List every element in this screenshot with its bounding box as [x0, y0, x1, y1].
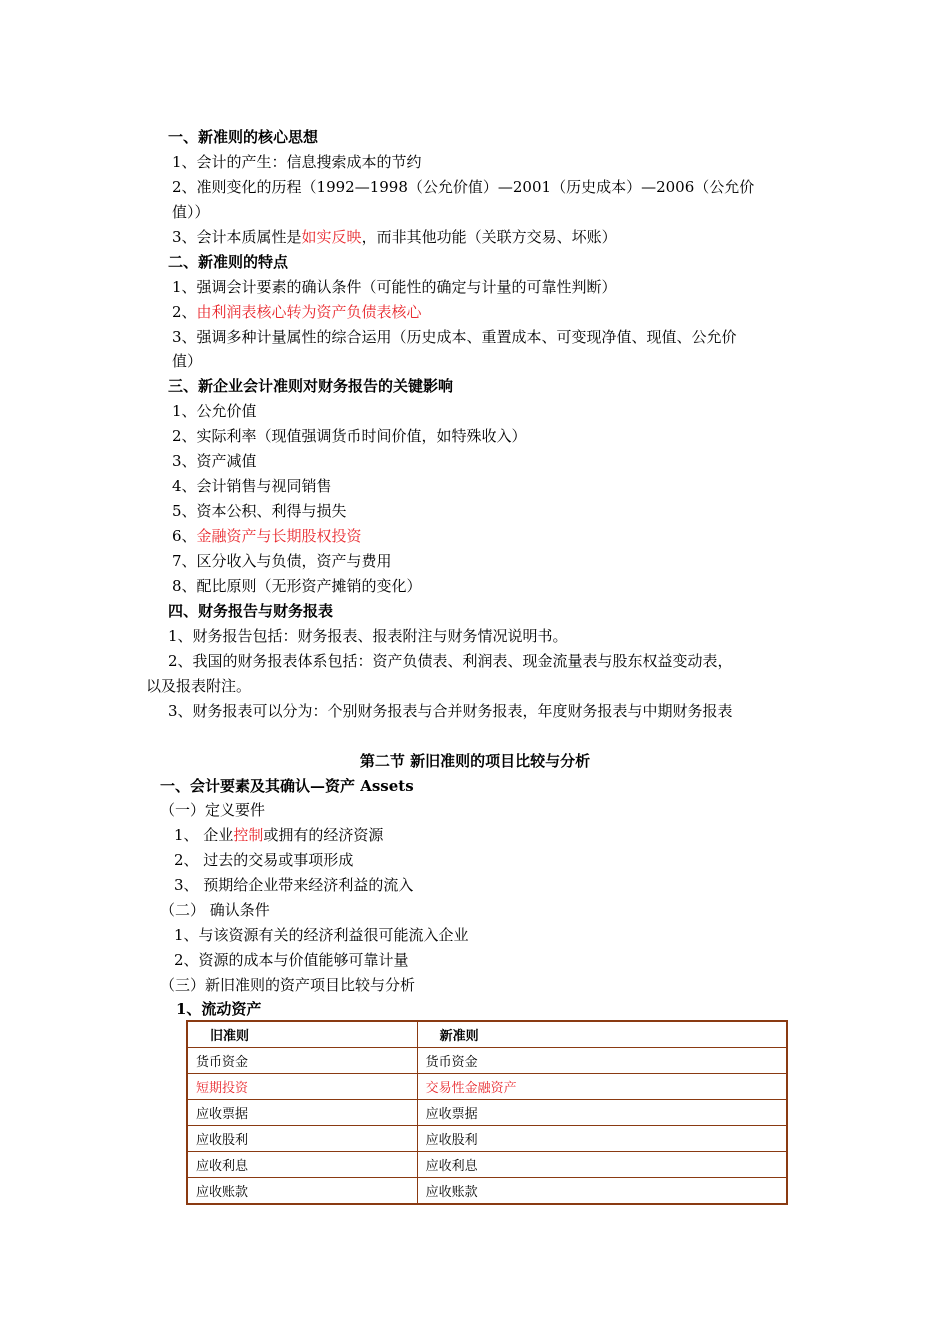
s1-point-3-post: ，而非其他功能（关联方交易、坏账） [361, 228, 617, 246]
table-row [187, 1152, 787, 1178]
cell-new: 交易性金融资产 [417, 1074, 787, 1100]
cell-old: 应收票据 [187, 1100, 417, 1126]
cell-old: 应收股利 [187, 1126, 417, 1152]
definition-1-pre: 1、 企业 [174, 826, 234, 844]
chapter-section-title: 第二节 新旧准则的项目比较与分析 [359, 752, 591, 770]
current-assets-table [186, 1020, 788, 1205]
definition-1 [174, 825, 383, 845]
s3-item-2: 2、实际利率（现值强调货币时间价值，如特殊收入） [172, 427, 527, 445]
s3-item-6-highlight: 金融资产与长期股权投资 [196, 527, 362, 545]
comparison-subheading: （三）新旧准则的资产项目比较与分析 [160, 976, 416, 994]
header-new-standard: 新准则 [417, 1021, 787, 1048]
section-1-heading: 一、新准则的核心思想 [168, 128, 319, 146]
definition-1-highlight: 控制 [233, 826, 264, 844]
definition-2: 2、 过去的交易或事项形成 [174, 851, 354, 869]
cell-new: 货币资金 [417, 1048, 787, 1074]
header-old-standard: 旧准则 [187, 1021, 417, 1048]
s1-point-2-line-1: 2、准则变化的历程（1992—1998（公允价值）—2001（历史成本）—2006（公允价 [172, 178, 755, 196]
cell-old: 应收利息 [187, 1152, 417, 1178]
s3-item-4: 4、会计销售与视同销售 [172, 477, 332, 495]
s2-point-3-line-1: 3、强调多种计量属性的综合运用（历史成本、重置成本、可变现净值、现值、公允价 [172, 328, 737, 346]
s1-point-2-line-2: 值）） [172, 203, 210, 221]
s4-point-3: 3、财务报表可以分为：个别财务报表与合并财务报表，年度财务报表与中期财务报表 [168, 702, 733, 720]
cell-new: 应收账款 [417, 1178, 787, 1205]
cell-new: 应收利息 [417, 1152, 787, 1178]
cell-old: 货币资金 [187, 1048, 417, 1074]
s2-point-2-pre: 2、 [172, 303, 197, 321]
recognition-subheading: （二） 确认条件 [160, 901, 270, 919]
s4-point-2-line-2: 以及报表附注。 [146, 677, 252, 695]
table-row [187, 1048, 787, 1074]
s3-item-7: 7、区分收入与负债，资产与费用 [172, 552, 392, 570]
s3-item-5: 5、资本公积、利得与损失 [172, 502, 347, 520]
section-2-heading: 二、新准则的特点 [168, 253, 289, 271]
table-row [187, 1126, 787, 1152]
current-assets-heading: 1、流动资产 [176, 1000, 262, 1018]
s2-point-3-line-2: 值） [172, 352, 203, 370]
table-header-row [187, 1021, 787, 1048]
s3-item-6-pre: 6、 [172, 527, 197, 545]
cell-old: 短期投资 [187, 1074, 417, 1100]
s2-point-2 [172, 302, 422, 322]
s1-point-1: 1、会计的产生：信息搜索成本的节约 [172, 153, 422, 171]
s3-item-6 [172, 526, 362, 546]
recognition-1: 1、与该资源有关的经济利益很可能流入企业 [174, 926, 469, 944]
s1-point-3-highlight: 如实反映 [301, 228, 362, 246]
cell-old: 应收账款 [187, 1178, 417, 1205]
s2-point-2-highlight: 由利润表核心转为资产负债表核心 [196, 303, 422, 321]
assets-heading: 一、会计要素及其确认—资产 Assets [160, 777, 414, 795]
section-4-heading: 四、财务报告与财务报表 [168, 602, 334, 620]
cell-new: 应收票据 [417, 1100, 787, 1126]
table-row [187, 1178, 787, 1205]
table-row [187, 1100, 787, 1126]
s2-point-1: 1、强调会计要素的确认条件（可能性的确定与计量的可靠性判断） [172, 278, 617, 296]
section-3-heading: 三、新企业会计准则对财务报告的关键影响 [168, 377, 454, 395]
definition-1-post: 或拥有的经济资源 [263, 826, 384, 844]
s1-point-3 [172, 227, 617, 247]
definition-3: 3、 预期给企业带来经济利益的流入 [174, 876, 414, 894]
definition-subheading: （一）定义要件 [160, 801, 266, 819]
s3-item-3: 3、资产减值 [172, 452, 257, 470]
s4-point-1: 1、财务报告包括：财务报表、报表附注与财务情况说明书。 [168, 627, 568, 645]
table-row [187, 1074, 787, 1100]
cell-new: 应收股利 [417, 1126, 787, 1152]
s1-point-3-pre: 3、会计本质属性是 [172, 228, 302, 246]
recognition-2: 2、资源的成本与价值能够可靠计量 [174, 951, 409, 969]
s3-item-1: 1、公允价值 [172, 402, 257, 420]
s3-item-8: 8、配比原则（无形资产摊销的变化） [172, 577, 422, 595]
s4-point-2-line-1: 2、我国的财务报表体系包括：资产负债表、利润表、现金流量表与股东权益变动表， [168, 652, 733, 670]
